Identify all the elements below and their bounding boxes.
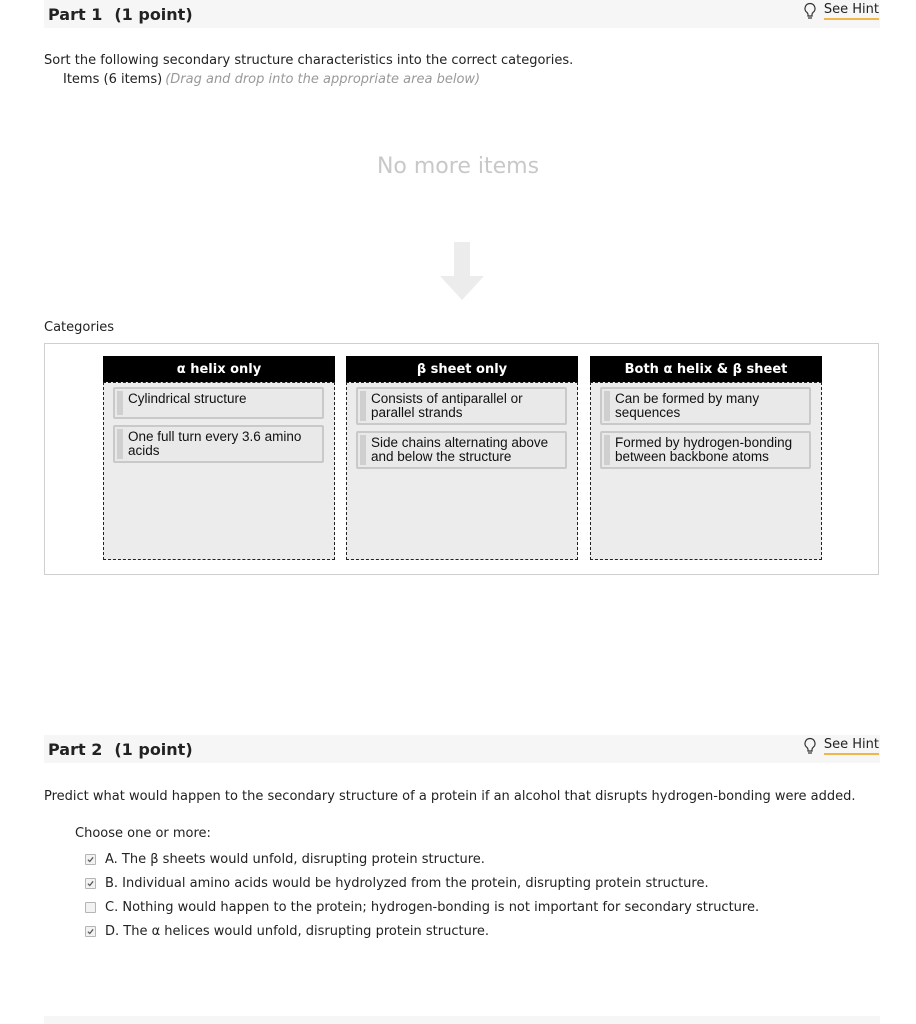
part1-see-hint[interactable] (803, 2, 879, 20)
drag-handle-icon (117, 429, 123, 459)
drag-handle-icon (360, 391, 366, 421)
part1-points: (1 point) (114, 4, 193, 24)
item-label: Can be formed by many sequences (615, 391, 760, 420)
checkbox[interactable] (85, 902, 96, 913)
drop-zone-beta-sheet[interactable] (346, 382, 578, 560)
drag-handle-icon (604, 435, 610, 465)
items-instructions (63, 72, 480, 87)
item-label: One full turn every 3.6 amino acids (128, 429, 302, 458)
category-header: α helix only (103, 356, 335, 382)
drag-handle-icon (604, 391, 610, 421)
category-beta-sheet (346, 356, 578, 560)
checkmark-icon (87, 928, 94, 935)
draggable-item[interactable] (356, 387, 567, 425)
category-alpha-helix (103, 356, 335, 560)
drop-zone-both[interactable] (590, 382, 822, 560)
checkmark-icon (87, 880, 94, 887)
item-label: Side chains alternating above and below the structure (371, 435, 549, 464)
category-header: Both α helix & β sheet (590, 356, 822, 382)
item-label: Cylindrical structure (128, 391, 247, 406)
part2-title (48, 740, 193, 759)
drag-handle-icon (117, 391, 123, 415)
category-header: β sheet only (346, 356, 578, 382)
option-b[interactable] (85, 876, 709, 891)
checkbox[interactable] (85, 854, 96, 865)
draggable-item[interactable] (600, 387, 811, 425)
checkbox[interactable] (85, 926, 96, 937)
category-both (590, 356, 822, 560)
arrow-down-icon (440, 242, 484, 302)
checkmark-icon (87, 856, 94, 863)
draggable-item[interactable] (113, 387, 324, 419)
items-count-label: Items (6 items) (63, 72, 163, 87)
draggable-item[interactable] (600, 431, 811, 469)
item-label: Consists of antiparallel or parallel strands (371, 391, 523, 420)
drop-zone-alpha-helix[interactable] (103, 382, 335, 560)
choose-label: Choose one or more: (75, 826, 211, 841)
categories-label: Categories (44, 320, 115, 335)
draggable-item[interactable] (113, 425, 324, 463)
part1-title (48, 5, 193, 24)
empty-items-text: No more items (376, 154, 540, 179)
part2-header (44, 735, 880, 763)
part1-prompt: Sort the following secondary structure characteristics into the correct categories. (44, 53, 574, 68)
part2-see-hint[interactable] (803, 737, 879, 755)
part2-hint-label: See Hint (824, 737, 879, 755)
part2-prompt: Predict what would happen to the secondary structure of a protein if an alcohol that disrupts hydrogen-bonding were added. (44, 789, 856, 804)
option-a[interactable] (85, 852, 485, 867)
checkbox[interactable] (85, 878, 96, 889)
part2-points: (1 point) (114, 739, 193, 759)
option-label: A. The β sheets would unfold, disrupting protein structure. (105, 852, 485, 867)
drag-drop-hint: (Drag and drop into the appropriate area below) (165, 72, 481, 87)
option-d[interactable] (85, 924, 489, 939)
drag-handle-icon (360, 435, 366, 465)
lightbulb-icon (803, 2, 817, 20)
next-part-header (44, 1016, 880, 1024)
draggable-item[interactable] (356, 431, 567, 469)
option-label: C. Nothing would happen to the protein; hydrogen-bonding is not important for secondary structure. (105, 900, 760, 915)
part1-title-text: Part 1 (48, 4, 103, 24)
option-label: B. Individual amino acids would be hydrolyzed from the protein, disrupting protein structure. (105, 876, 709, 891)
part2-title-text: Part 2 (48, 739, 103, 759)
part1-hint-label: See Hint (824, 2, 879, 20)
option-label: D. The α helices would unfold, disrupting protein structure. (105, 924, 490, 939)
item-label: Formed by hydrogen-bonding between backbone atoms (615, 435, 793, 464)
option-c[interactable] (85, 900, 759, 915)
lightbulb-icon (803, 737, 817, 755)
part1-header (44, 0, 880, 28)
